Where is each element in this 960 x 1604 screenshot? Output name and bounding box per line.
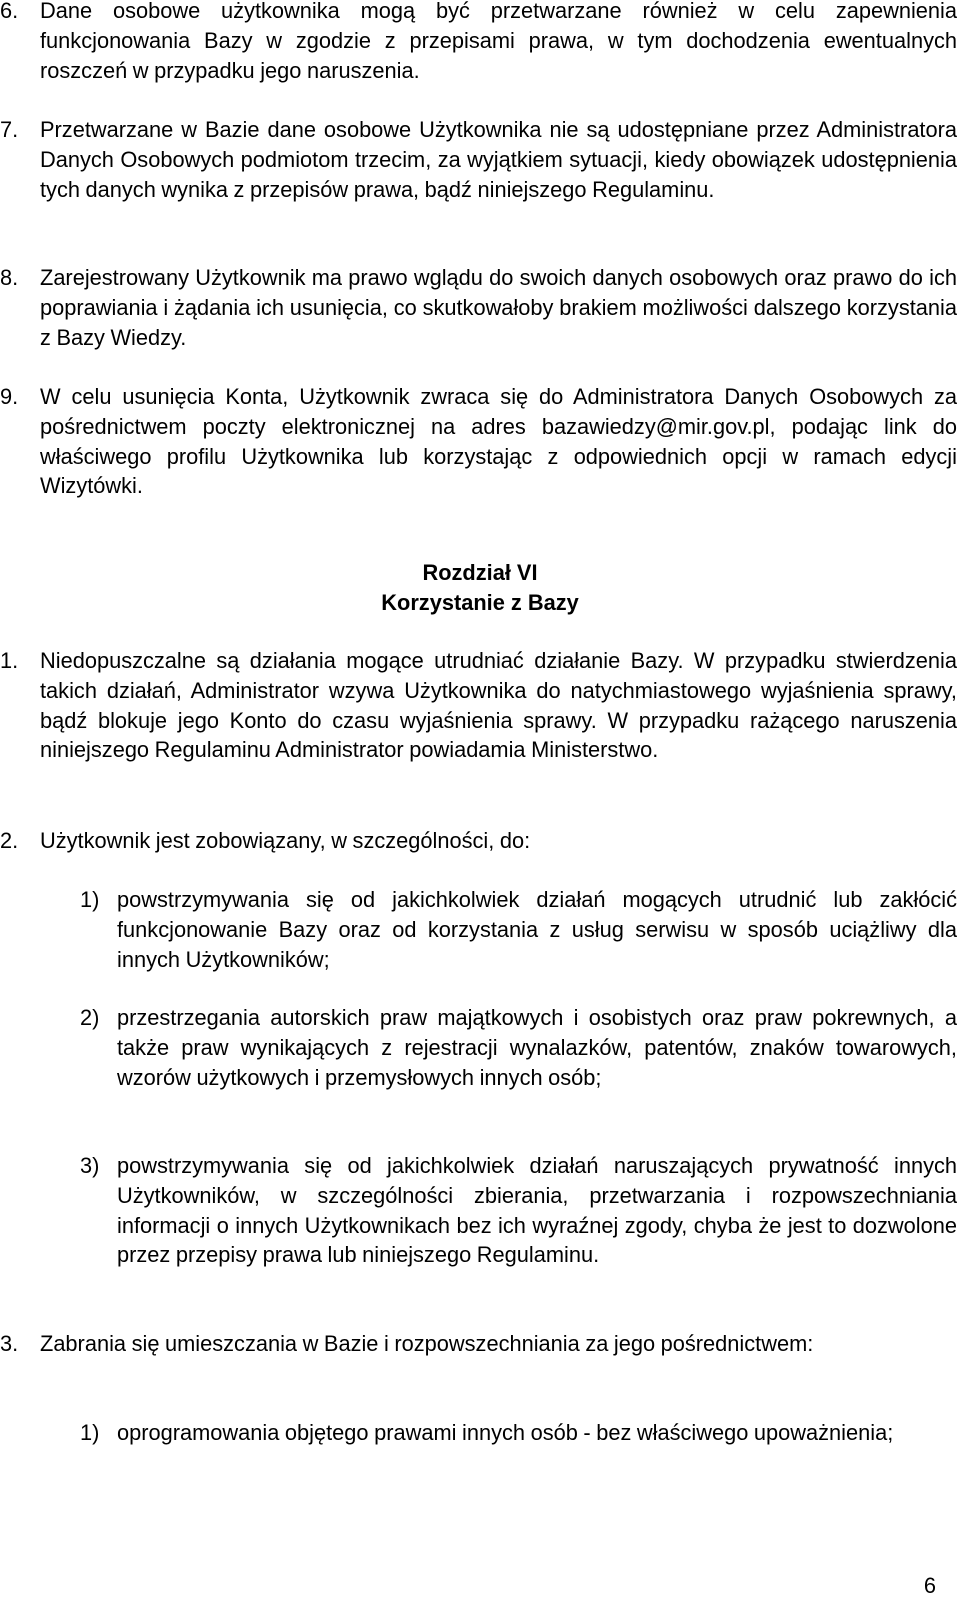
paragraph-9 [0, 382, 957, 501]
paragraph-7 [0, 115, 957, 204]
list-item-number: 1) [80, 1420, 100, 1445]
list-item-text: powstrzymywania się od jakichkolwiek działań naruszających prywatność innych Użytkowników, w szczególności zbierania, przetwarzania i rozpowszechniania informacji o innych Użytkownikach bez ich wyraźnej zgody, chyba że jest to dozwolone przez przepisy prawa lub niniejszego Regulaminu. [117, 1153, 957, 1268]
paragraph-text: Użytkownik jest zobowiązany, w szczególności, do: [40, 828, 531, 853]
paragraph-8 [0, 263, 957, 352]
paragraph-text: W celu usunięcia Konta, Użytkownik zwraca się do Administratora Danych Osobowych za pośrednictwem poczty elektronicznej na adres bazawiedzy@mir.gov.pl, podając link do właściwego profilu Użytkownika lub korzystając z odpowiednich opcji w ramach edycji Wizytówki. [40, 384, 957, 499]
paragraph-text: Zabrania się umieszczania w Bazie i rozpowszechniania za jego pośrednictwem: [40, 1331, 814, 1356]
chapter-paragraph-2 [0, 826, 957, 856]
paragraph-text: Przetwarzane w Bazie dane osobowe Użytkownika nie są udostępniane przez Administratora Danych Osobowych podmiotom trzecim, za wyjątkiem sytuacji, kiedy obowiązek udostępnienia tych danych wynika z przepisów prawa, bądź niniejszego Regulaminu. [40, 117, 957, 202]
page-number: 6 [923, 1573, 936, 1598]
chapter-paragraph-2-item-1 [0, 885, 957, 974]
list-item-text: przestrzegania autorskich praw majątkowych i osobistych oraz praw pokrewnych, a także praw wynikających z rejestracji wynalazków, patentów, znaków towarowych, wzorów użytkowych i przemysłowych innych osób; [117, 1005, 957, 1090]
paragraph-6 [0, 0, 957, 85]
list-item-number: 3) [80, 1153, 100, 1178]
paragraph-number: 9. [0, 384, 19, 409]
list-item-text: powstrzymywania się od jakichkolwiek działań mogących utrudnić lub zakłócić funkcjonowanie Bazy oraz od korzystania z usług serwisu w sposób uciążliwy dla innych Użytkowników; [117, 887, 957, 972]
chapter-paragraph-1 [0, 646, 957, 765]
paragraph-text: Zarejestrowany Użytkownik ma prawo wglądu do swoich danych osobowych oraz prawo do ich poprawiania i żądania ich usunięcia, co skutkowałoby brakiem możliwości dalszego korzystania z Bazy Wiedzy. [40, 265, 957, 350]
paragraph-number: 7. [0, 117, 19, 142]
paragraph-number: 3. [0, 1331, 19, 1356]
chapter-paragraph-3 [0, 1329, 957, 1359]
chapter-subtitle: Korzystanie z Bazy [381, 590, 579, 615]
list-item-text: oprogramowania objętego prawami innych osób - bez właściwego upoważnienia; [117, 1420, 894, 1445]
chapter-paragraph-2-item-3 [0, 1151, 957, 1270]
list-item-number: 2) [80, 1005, 100, 1030]
list-item-number: 1) [80, 887, 100, 912]
chapter-paragraph-2-item-2 [0, 1003, 957, 1092]
paragraph-number: 8. [0, 265, 19, 290]
paragraph-text: Niedopuszczalne są działania mogące utrudniać działanie Bazy. W przypadku stwierdzenia takich działań, Administrator wzywa Użytkownika do natychmiastowego wyjaśnienia sprawy, bądź blokuje jego Konto do czasu wyjaśnienia sprawy. W przypadku rażącego naruszenia niniejszego Regulaminu Administrator powiadamia Ministerstwo. [40, 648, 957, 763]
paragraph-number: 2. [0, 828, 19, 853]
chapter-paragraph-3-item-1 [0, 1418, 957, 1448]
paragraph-number: 6. [0, 0, 19, 23]
chapter-title: Rozdział VI [422, 560, 538, 585]
paragraph-text: Dane osobowe użytkownika mogą być przetwarzane również w celu zapewnienia funkcjonowania Bazy w zgodzie z przepisami prawa, w tym dochodzenia ewentualnych roszczeń w przypadku jego naruszenia. [40, 0, 957, 83]
paragraph-number: 1. [0, 648, 19, 673]
